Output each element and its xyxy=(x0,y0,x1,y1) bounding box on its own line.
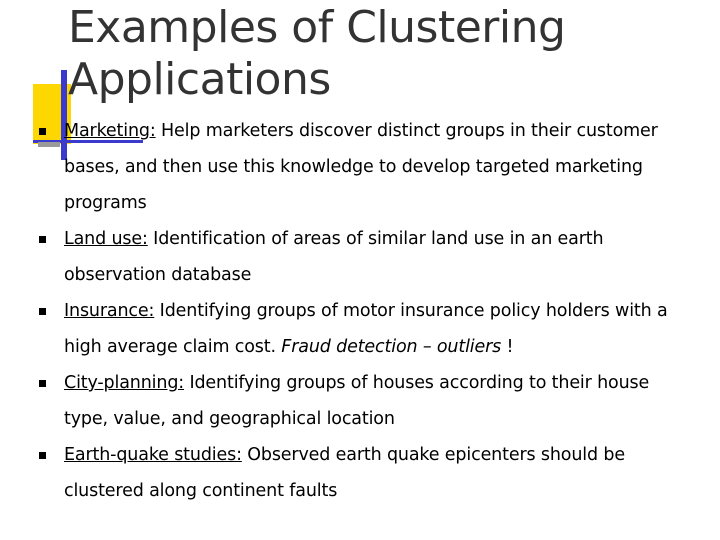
bullet-trailing: ! xyxy=(501,337,514,357)
bullet-text xyxy=(64,221,684,293)
bullet-text xyxy=(64,437,684,509)
bullet-body: Observed earth quake epicenters should be clustered along continent faults xyxy=(64,445,625,501)
bullet-emphasis: Fraud detection – outliers xyxy=(281,337,502,357)
bullet-label: Insurance: xyxy=(64,301,155,321)
title-ornament-gray-bar xyxy=(38,142,60,147)
square-bullet-icon xyxy=(39,380,46,387)
square-bullet-icon xyxy=(39,308,46,315)
bullet-body: Identifying groups of motor insurance policy holders with a high average claim cost. xyxy=(64,301,668,357)
square-bullet-icon xyxy=(39,452,46,459)
bullet-text xyxy=(64,113,684,221)
bullet-label: Marketing: xyxy=(64,121,156,141)
bullet-label: City-planning: xyxy=(64,373,185,393)
bullet-body: Identification of areas of similar land use in an earth observation database xyxy=(64,229,604,285)
bullet-text xyxy=(64,365,684,437)
slide-title xyxy=(68,2,708,106)
slide-title-line-1: Examples of Clustering xyxy=(68,2,566,53)
bullet-label: Earth-quake studies: xyxy=(64,445,242,465)
square-bullet-icon xyxy=(39,236,46,243)
bullet-text xyxy=(64,293,684,365)
bullet-body: Identifying groups of houses according to their house type, value, and geographical location xyxy=(64,373,650,429)
bullet-label: Land use: xyxy=(64,229,148,249)
slide-title-line-2: Applications xyxy=(68,54,331,105)
bullet-body: Help marketers discover distinct groups in their customer bases, and then use this knowledge to develop targeted marketing programs xyxy=(64,121,658,213)
square-bullet-icon xyxy=(39,128,46,135)
